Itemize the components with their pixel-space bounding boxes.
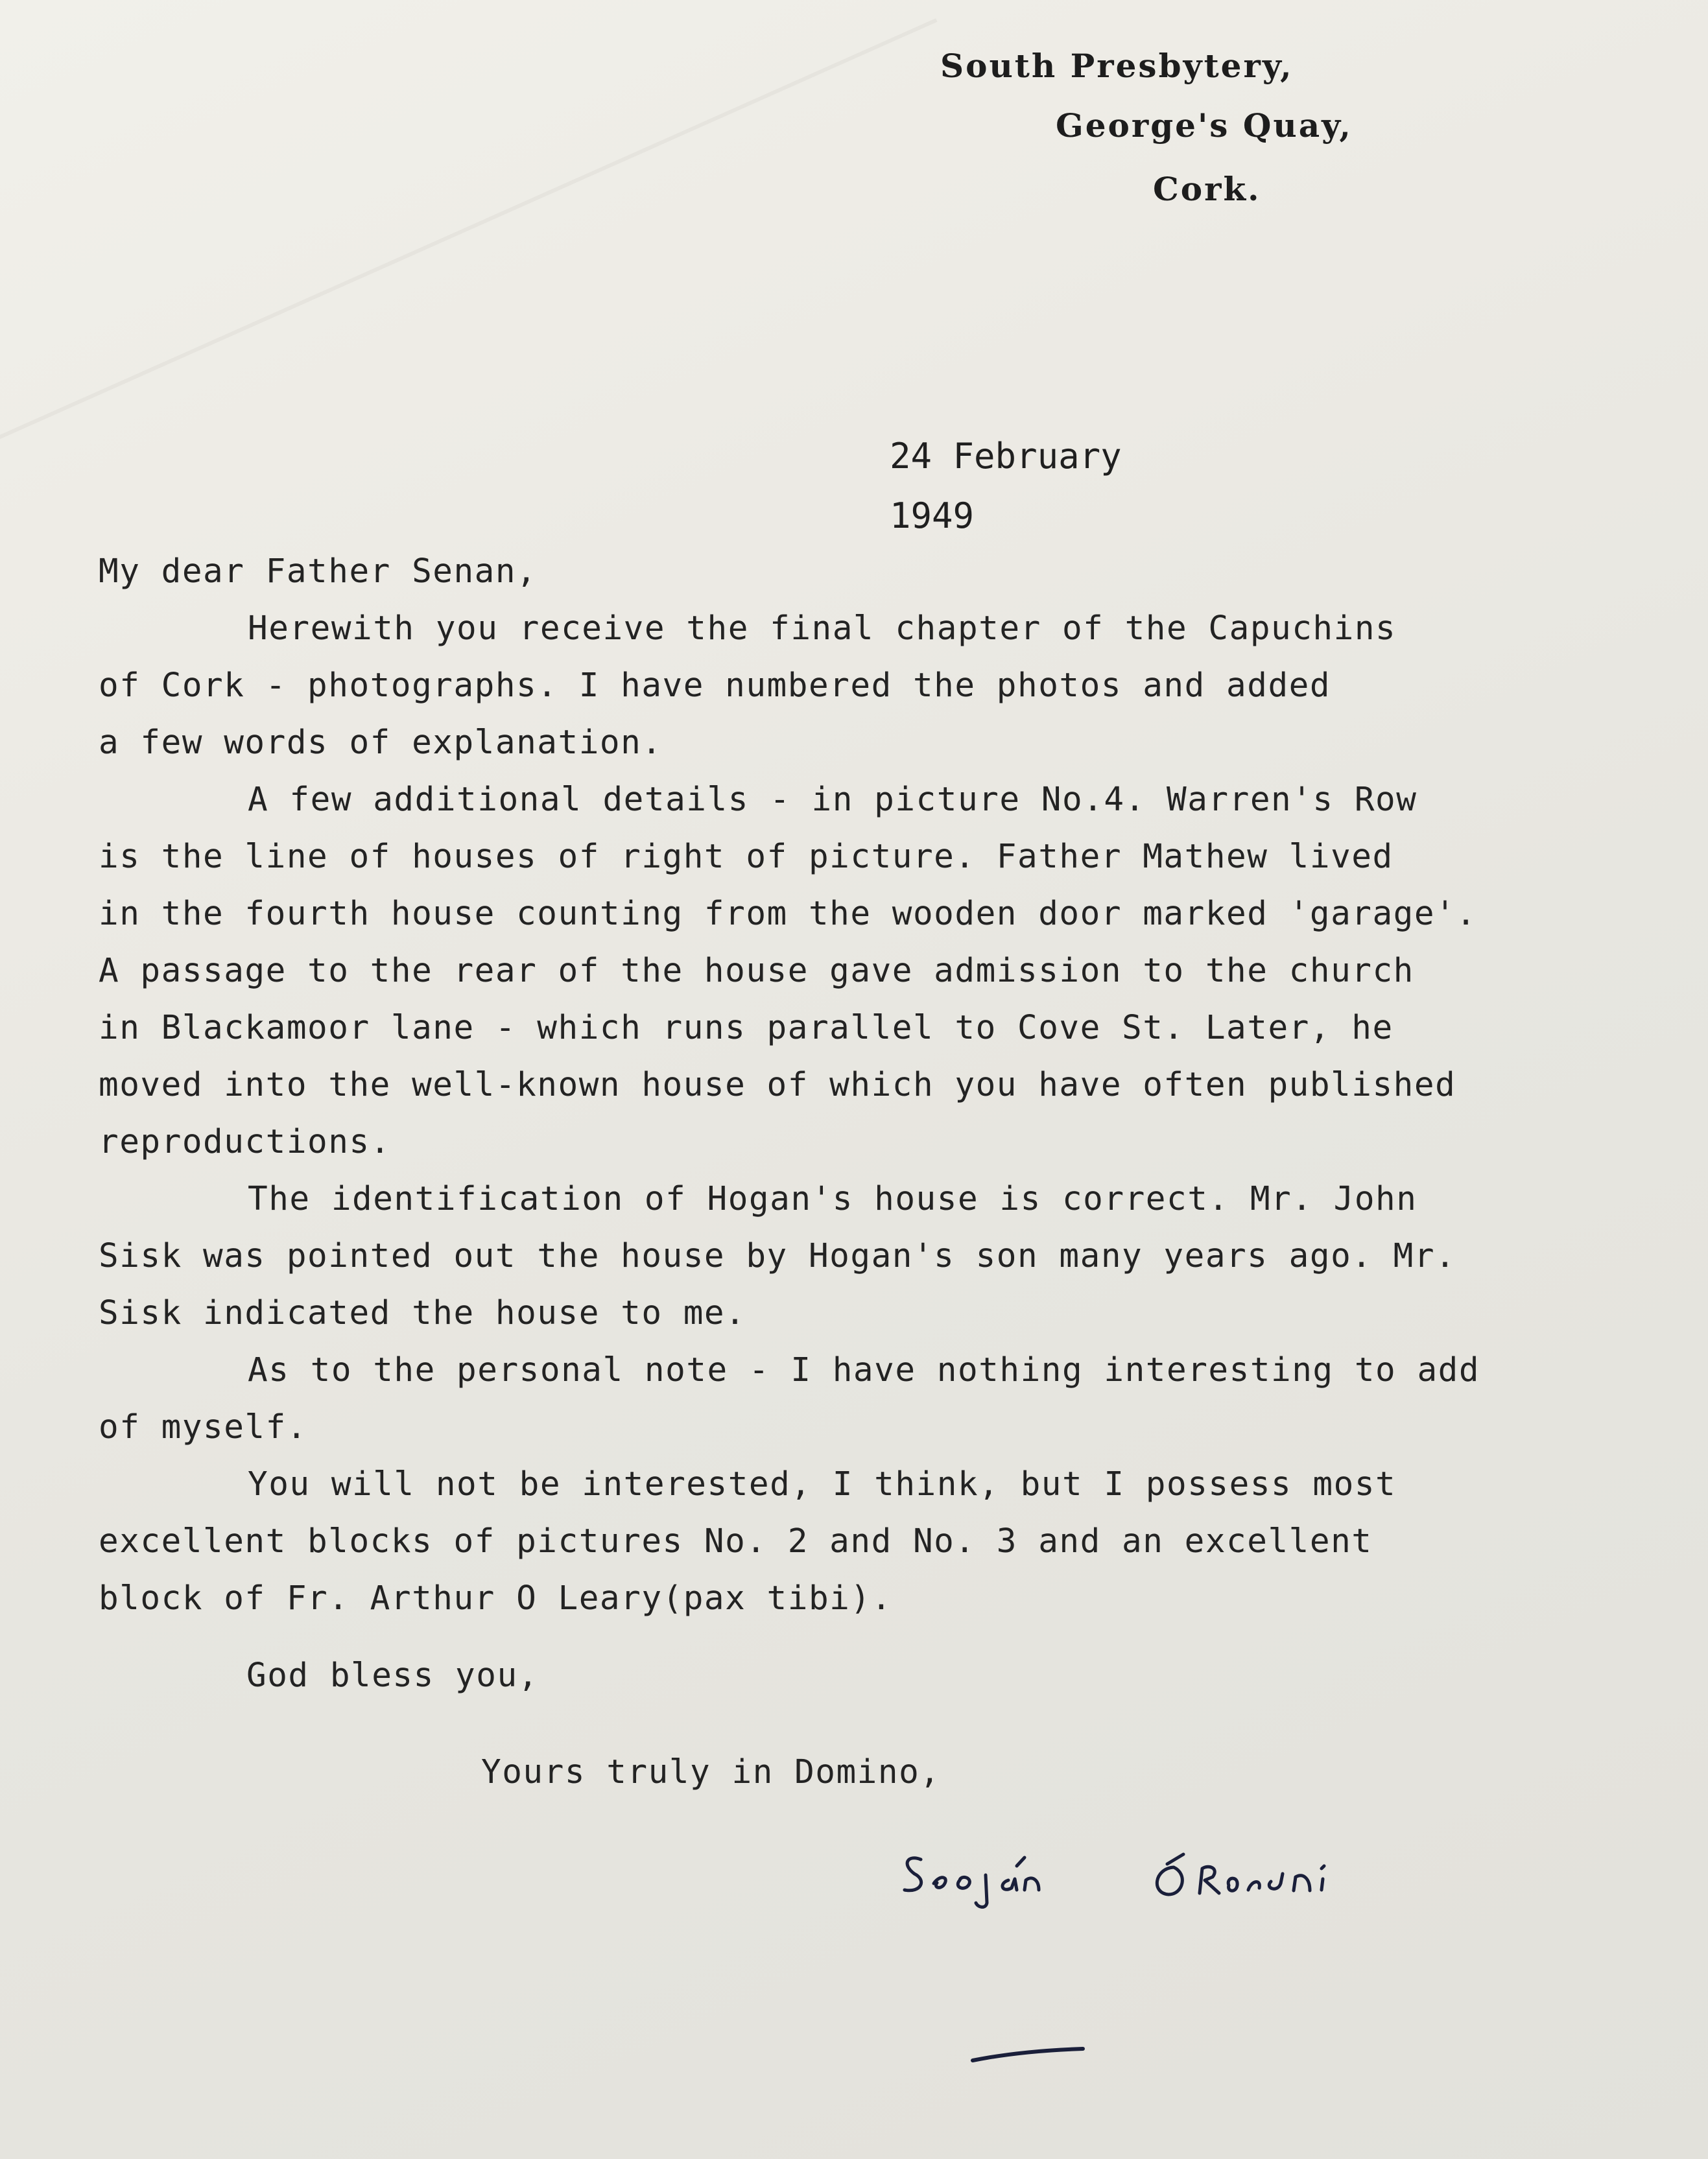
date-year: 1949 bbox=[890, 495, 975, 536]
body-line: Sisk indicated the house to me. bbox=[99, 1294, 746, 1332]
paper-fold-shadow bbox=[0, 18, 938, 497]
body-line: in the fourth house counting from the wooden door marked 'garage'. bbox=[99, 895, 1477, 933]
handwritten-signature bbox=[888, 1828, 1472, 1919]
date-day-month: 24 February bbox=[890, 436, 1122, 477]
body-line: block of Fr. Arthur O Leary(pax tibi). bbox=[99, 1579, 892, 1618]
body-line: a few words of explanation. bbox=[99, 724, 663, 762]
pen-dash-mark bbox=[966, 2042, 1089, 2068]
body-line: excellent blocks of pictures No. 2 and No. 3 and an excellent bbox=[99, 1522, 1373, 1561]
closing-valediction: Yours truly in Domino, bbox=[481, 1753, 941, 1791]
body-line: You will not be interested, I think, but I possess most bbox=[248, 1465, 1397, 1504]
closing-blessing: God bless you, bbox=[246, 1657, 539, 1695]
letter-body bbox=[99, 543, 1681, 1627]
salutation: My dear Father Senan, bbox=[99, 552, 538, 591]
letterhead-line-3: Cork. bbox=[1153, 170, 1261, 208]
body-line: is the line of houses of right of picture. Father Mathew lived bbox=[99, 838, 1394, 876]
body-line: Herewith you receive the final chapter of the Capuchins bbox=[248, 609, 1397, 648]
body-line: moved into the well-known house of which you have often published bbox=[99, 1066, 1456, 1104]
body-line: As to the personal note - I have nothing interesting to add bbox=[248, 1351, 1480, 1389]
body-line: in Blackamoor lane - which runs parallel to Cove St. Later, he bbox=[99, 1009, 1394, 1047]
body-line: A passage to the rear of the house gave admission to the church bbox=[99, 952, 1414, 990]
letterhead-line-1: South Presbytery, bbox=[940, 47, 1294, 85]
body-line: of myself. bbox=[99, 1408, 308, 1446]
body-line: Sisk was pointed out the house by Hogan's son many years ago. Mr. bbox=[99, 1237, 1456, 1275]
body-line: A few additional details - in picture No.4. Warren's Row bbox=[248, 781, 1417, 819]
body-line: reproductions. bbox=[99, 1123, 391, 1161]
body-line: The identification of Hogan's house is correct. Mr. John bbox=[248, 1180, 1417, 1218]
body-line: of Cork - photographs. I have numbered the photos and added bbox=[99, 667, 1331, 705]
letterhead-line-2: George's Quay, bbox=[1056, 106, 1353, 145]
